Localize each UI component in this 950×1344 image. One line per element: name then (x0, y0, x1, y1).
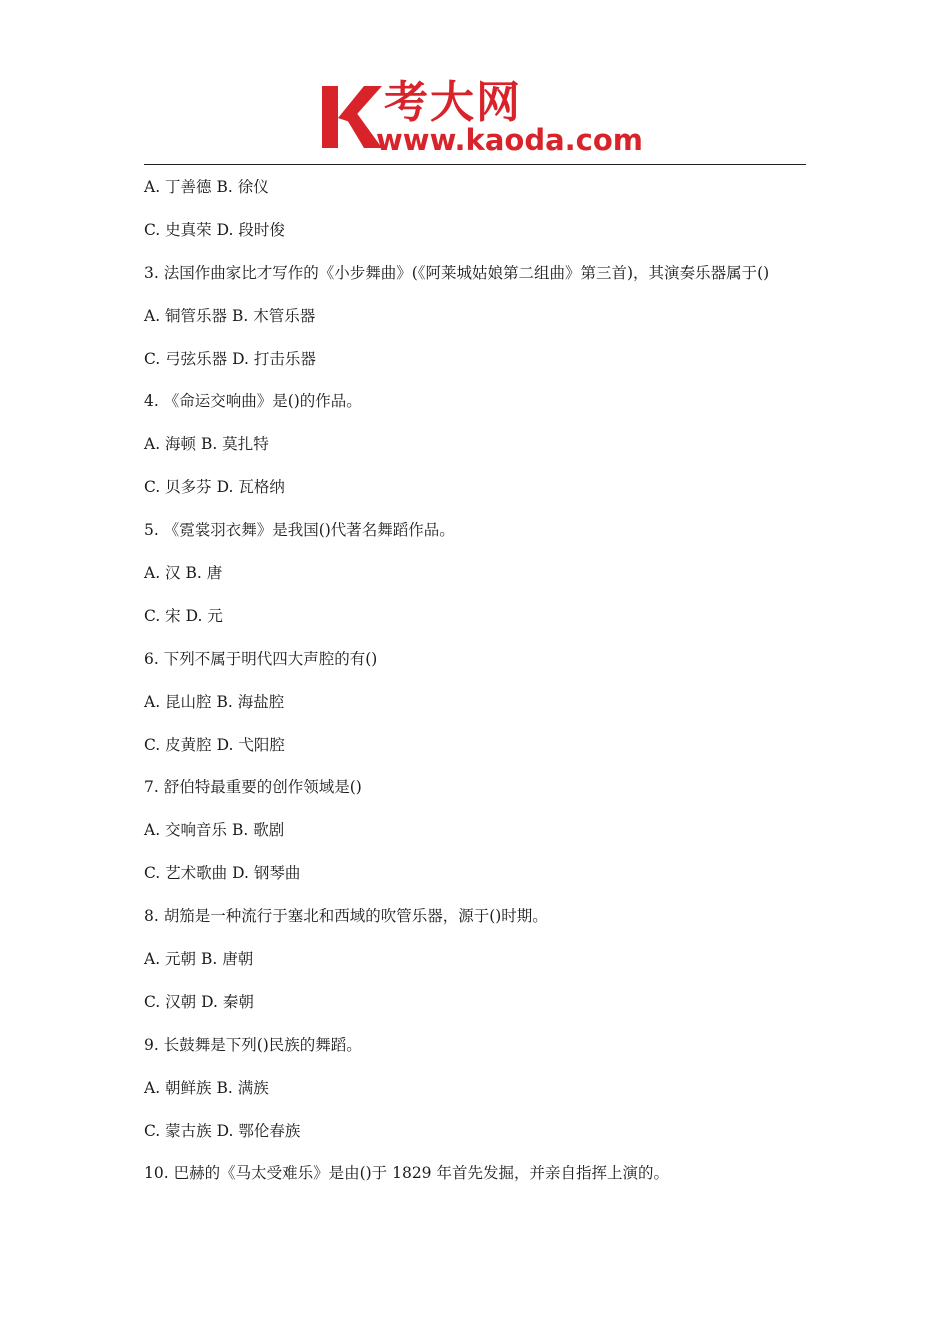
option-line: A. 汉 B. 唐 (144, 564, 223, 583)
option-line: C. 皮黄腔 D. 弋阳腔 (144, 735, 285, 754)
option-line: C. 蒙古族 D. 鄂伦春族 (144, 1121, 301, 1140)
option-line: A. 海顿 B. 莫扎特 (144, 435, 269, 454)
question-line: 4. 《命运交响曲》是()的作品。 (144, 392, 362, 411)
logo-k-mark (320, 82, 382, 150)
option-line: C. 史真荣 D. 段时俊 (144, 220, 285, 239)
option-line: A. 朝鲜族 B. 满族 (144, 1078, 269, 1097)
header-divider (144, 164, 806, 165)
question-content (144, 170, 824, 1199)
question-line: 10. 巴赫的《马太受难乐》是由()于 1829 年首先发掘，并亲自指挥上演的。 (144, 1164, 669, 1183)
option-line: C. 贝多芬 D. 瓦格纳 (144, 478, 285, 497)
question-line: 3. 法国作曲家比才写作的《小步舞曲》(《阿莱城姑娘第二组曲》第三首)，其演奏乐器属于() (144, 263, 770, 282)
logo-chinese-text: 考大网 (384, 77, 522, 128)
option-line: C. 宋 D. 元 (144, 606, 223, 625)
question-line: 9. 长鼓舞是下列()民族的舞蹈。 (144, 1035, 362, 1054)
page-header (144, 78, 806, 166)
question-line: 6. 下列不属于明代四大声腔的有() (144, 649, 378, 668)
kaoda-logo (318, 77, 643, 160)
option-line: A. 元朝 B. 唐朝 (144, 950, 254, 969)
option-line: C. 艺术歌曲 D. 钢琴曲 (144, 864, 301, 883)
question-line: 5. 《霓裳羽衣舞》是我国()代著名舞蹈作品。 (144, 521, 455, 540)
option-line: A. 铜管乐器 B. 木管乐器 (144, 306, 316, 325)
logo-url-text: www.kaoda.com (376, 123, 643, 157)
option-line: A. 交响音乐 B. 歌剧 (144, 821, 285, 840)
option-line: A. 丁善德 B. 徐仪 (144, 178, 269, 196)
question-line: 7. 舒伯特最重要的创作领域是() (144, 778, 362, 797)
option-line: C. 汉朝 D. 秦朝 (144, 992, 254, 1011)
question-line: 8. 胡笳是一种流行于塞北和西域的吹管乐器，源于()时期。 (144, 907, 548, 926)
option-line: C. 弓弦乐器 D. 打击乐器 (144, 349, 316, 368)
option-line: A. 昆山腔 B. 海盐腔 (144, 692, 285, 711)
